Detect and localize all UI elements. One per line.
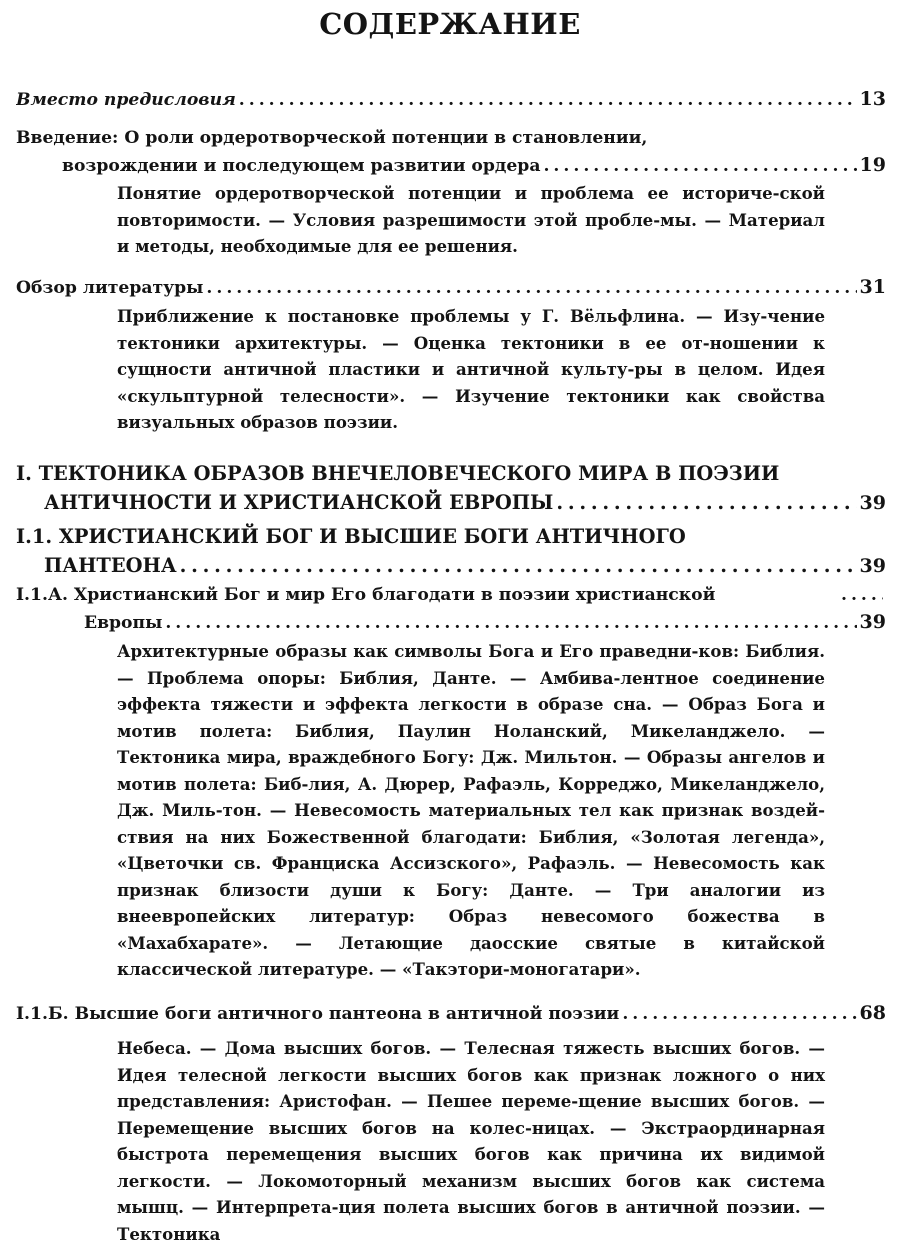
dot-leader	[180, 551, 857, 580]
dot-leader	[543, 153, 856, 180]
dot-leader	[841, 582, 883, 609]
toc-page-number: 68	[859, 1002, 886, 1024]
toc-entry-title-continued: АНТИЧНОСТИ И ХРИСТИАНСКОЙ ЕВРОПЫ	[44, 491, 554, 514]
toc-line	[16, 274, 886, 302]
toc-entry-description	[117, 180, 825, 260]
toc-entry-title: Введение: О роли ордеротворческой потенции в становлении,	[16, 128, 648, 148]
toc-page-number: 39	[859, 492, 886, 514]
toc-line	[16, 609, 886, 637]
toc-entry-title: I.1.Б. Высшие боги античного пантеона в античной поэзии	[16, 1004, 620, 1024]
toc-entry-description	[117, 1035, 825, 1247]
toc-entry-title: Обзор литературы	[16, 278, 204, 298]
toc-entry-description	[117, 303, 825, 436]
dot-leader	[556, 488, 856, 517]
toc-line	[16, 125, 886, 152]
dot-leader	[165, 610, 856, 637]
toc-page-number: 39	[859, 611, 886, 633]
toc-entry-title-continued: ПАНТЕОНА	[44, 554, 177, 577]
toc-entry-title: Вместо предисловия	[16, 90, 236, 110]
toc-entry-title-continued: возрождении и последующем развитии ордера	[62, 156, 541, 176]
toc-entry-title: I.1. ХРИСТИАНСКИЙ БОГ И ВЫСШИЕ БОГИ АНТИЧНОГО	[16, 525, 686, 548]
toc-line	[16, 459, 886, 488]
toc-line	[16, 582, 886, 609]
toc-page-number: 19	[859, 154, 886, 176]
toc-line	[16, 522, 886, 551]
toc-entry-introduction[interactable]	[16, 125, 886, 180]
toc-entry-title: I.1.А. Христианский Бог и мир Его благодати в поэзии христианской	[16, 585, 716, 605]
page-title: СОДЕРЖАНИЕ	[319, 7, 581, 41]
toc-entry-foreword[interactable]	[16, 86, 886, 114]
toc-line	[16, 488, 886, 518]
toc-line	[16, 152, 886, 180]
dot-leader	[622, 1001, 856, 1028]
toc-entry-section-1-1-b[interactable]	[16, 1000, 886, 1028]
dot-leader	[239, 87, 857, 114]
dot-leader	[206, 275, 856, 302]
toc-entry-chapter-1[interactable]	[16, 459, 886, 518]
toc-page-number: 39	[859, 555, 886, 577]
description-text: Понятие ордеротворческой потенции и проблема ее историче-ской повторимости. — Условия разрешимости этой пробле-мы. — Материал и методы, необходимые для ее решения.	[117, 183, 825, 256]
toc-page-number: 31	[859, 276, 886, 298]
toc-line	[16, 86, 886, 114]
toc-entry-title-continued: Европы	[84, 613, 163, 633]
description-text: Архитектурные образы как символы Бога и Его праведни-ков: Библия. — Проблема опоры: Библия, Данте. — Амбива-лентное соединение эффекта тяжести и эффекта легкости в образе сна. — Образ Бога и мотив полета: Библия, Паулин Ноланский, Микеланджело. — Тектоника мира, враждебного Богу: Дж. Мильтон. — Образы ангелов и мотив полета: Биб-лия, А. Дюрер, Рафаэль, Корреджо, Микеланджело, Дж. Миль-тон. — Невесомость материальных тел как признак воздей-ствия на них Божественной благодати: Библия, «Золотая легенда», «Цветочки св. Франциска Ассизского», Рафаэль. — Невесомость как признак близости души к Богу: Данте. — Три аналогии из внеевропейских литератур: Образ невесомого божества в «Махабхарате». — Летающие даосские святые в китайской классической литературе. — «Такэтори-моногатари».	[117, 641, 825, 979]
toc-page-number: 13	[859, 88, 886, 110]
toc-entry-title: I. ТЕКТОНИКА ОБРАЗОВ ВНЕЧЕЛОВЕЧЕСКОГО МИРА В ПОЭЗИИ	[16, 462, 780, 485]
toc-line	[16, 551, 886, 581]
description-text: Приближение к постановке проблемы у Г. Вёльфлина. — Изу-чение тектоники архитектуры. — Оценка тектоники в ее от-ношении к сущности античной пластики и античной культу-ры в целом. Идея «скульптурной телесности». — Изучение тектоники как свойства визуальных образов поэзии.	[117, 306, 825, 432]
toc-entry-section-1-1[interactable]	[16, 522, 886, 581]
toc-entry-description	[117, 638, 825, 983]
description-text: Небеса. — Дома высших богов. — Телесная тяжесть высших богов. — Идея телесной легкости высших богов как признак ложного о них представления: Аристофан. — Пешее переме-щение высших богов. — Перемещение высших богов на колес-ницах. — Экстраординарная быстрота перемещения высших богов как причина их видимой легкости. — Локомоторный механизм высших богов как система мышц. — Интерпрета-ция полета высших богов в античной поэзии. — Тектоника	[117, 1038, 825, 1244]
toc-line	[16, 1000, 886, 1028]
toc-entry-section-1-1-a[interactable]	[16, 582, 886, 637]
toc-entry-literature-review[interactable]	[16, 274, 886, 302]
